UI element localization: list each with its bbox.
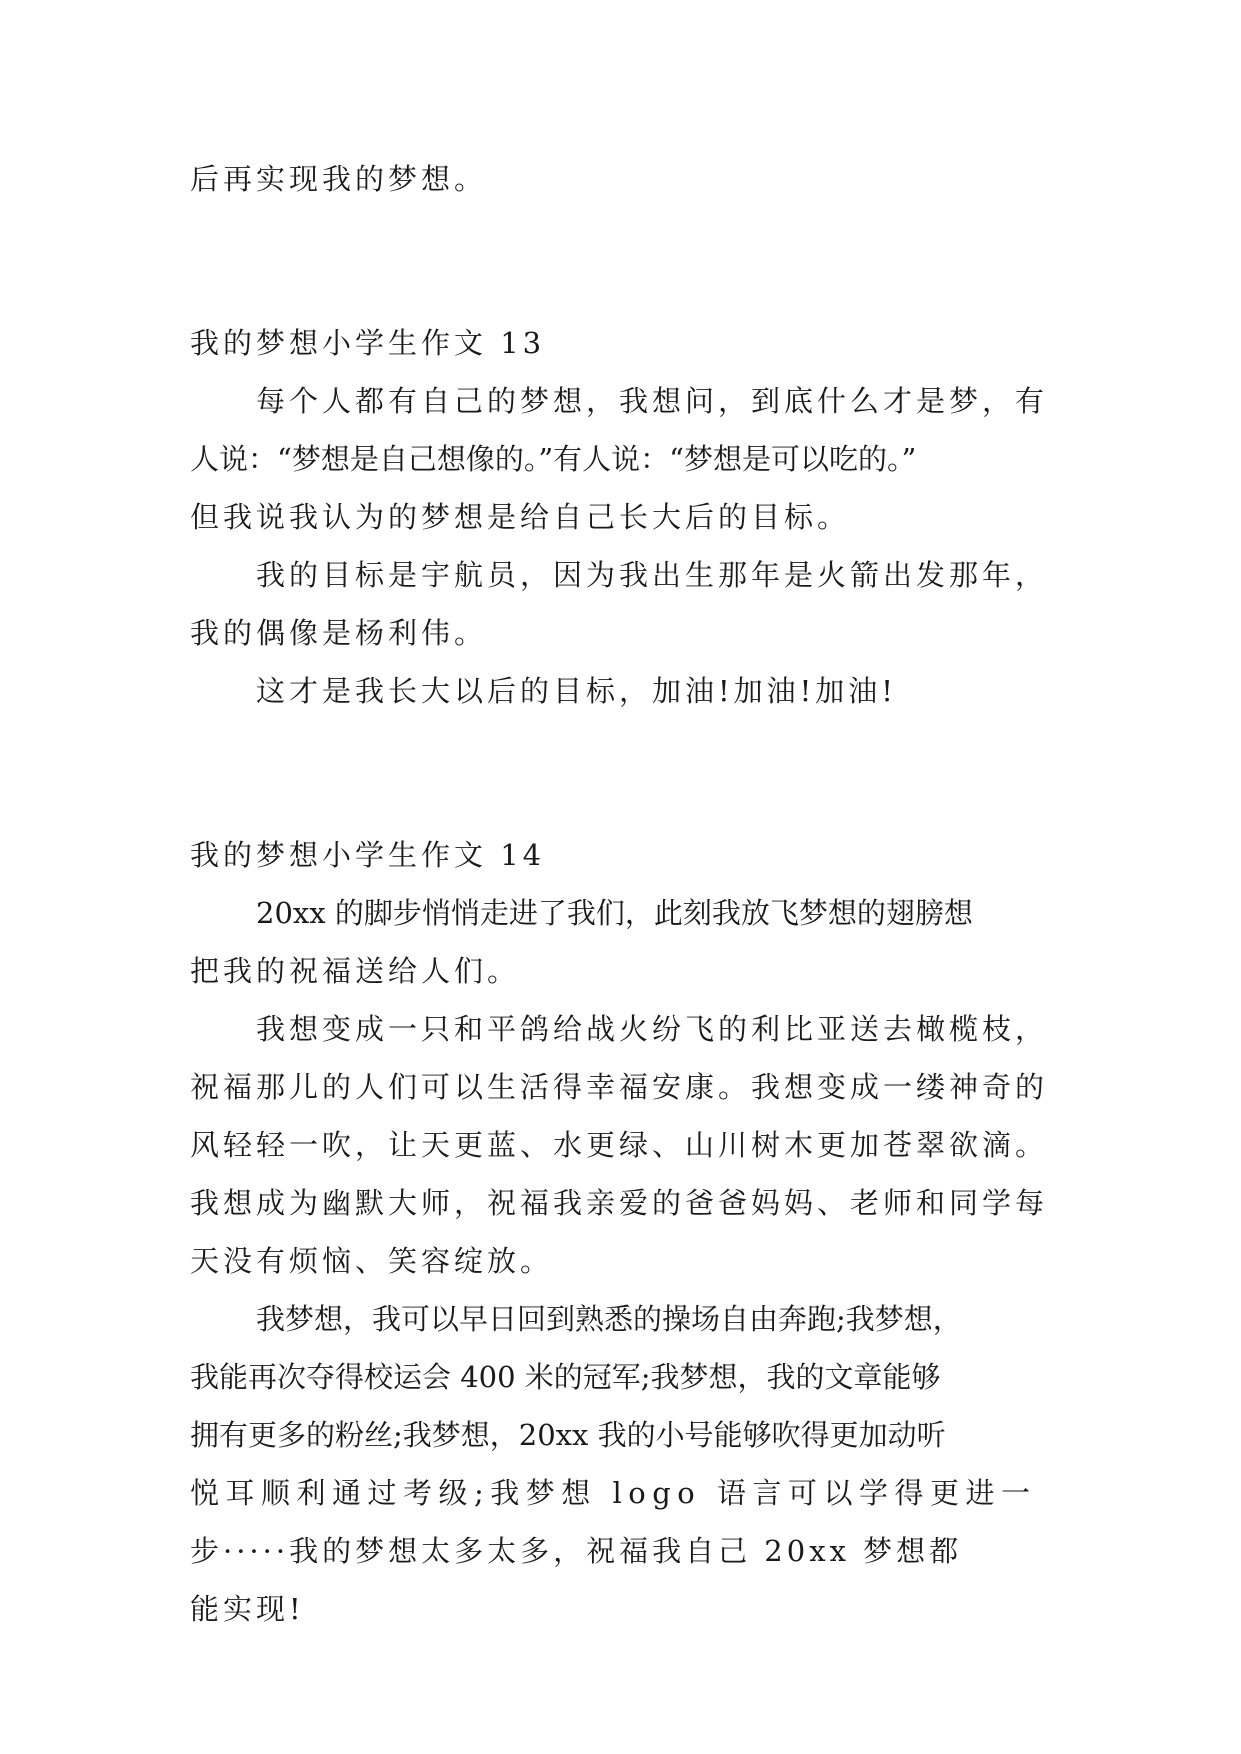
- paragraph-line: 我想成为幽默大师，祝福我亲爱的爸爸妈妈、老师和同学每: [190, 1186, 1049, 1220]
- paragraph-line: 能实现!: [190, 1592, 305, 1626]
- paragraph-line: 悦耳顺利通过考级;我梦想 logo 语言可以学得更进一: [190, 1476, 1037, 1510]
- essay-13-paragraph-1: [190, 372, 1060, 546]
- paragraph-line: 拥有更多的粉丝;我梦想，20xx 我的小号能够吹得更加动听: [190, 1418, 946, 1452]
- paragraph-line: 20xx 的脚步悄悄走进了我们，此刻我放飞梦想的翅膀想: [256, 896, 973, 930]
- paragraph-line: 风轻轻一吹，让天更蓝、水更绿、山川树木更加苍翠欲滴。: [190, 1128, 1049, 1162]
- essay-14-paragraph-1: [190, 884, 1060, 1000]
- paragraph-line: 祝福那儿的人们可以生活得幸福安康。我想变成一缕神奇的: [190, 1070, 1049, 1104]
- paragraph-line: 我的目标是宇航员，因为我出生那年是火箭出发那年，: [256, 558, 1049, 592]
- paragraph-line: 我的偶像是杨利伟。: [190, 616, 488, 650]
- essay-13-paragraph-3: [190, 662, 1060, 720]
- paragraph-line: 我想变成一只和平鸽给战火纷飞的利比亚送去橄榄枝，: [256, 1012, 1049, 1046]
- paragraph-line: 把我的祝福送给人们。: [190, 954, 521, 988]
- paragraph-line: 每个人都有自己的梦想，我想问，到底什么才是梦，有: [256, 384, 1049, 418]
- paragraph-line: 我能再次夺得校运会 400 米的冠军;我梦想，我的文章能够: [190, 1360, 941, 1394]
- essay-13-title: 我的梦想小学生作文 13: [190, 326, 546, 360]
- section-gap: [190, 720, 1060, 826]
- section-gap: [190, 208, 1060, 314]
- continuation-line: 后再实现我的梦想。: [190, 162, 488, 196]
- essay-14-paragraph-2: [190, 1000, 1060, 1290]
- paragraph-line: 但我说我认为的梦想是给自己长大后的目标。: [190, 500, 851, 534]
- essay-14-title: 我的梦想小学生作文 14: [190, 838, 546, 872]
- paragraph-line: 人说：“梦想是自己想像的。”有人说：“梦想是可以吃的。”: [190, 442, 917, 476]
- paragraph-line: 我梦想，我可以早日回到熟悉的操场自由奔跑;我梦想，: [256, 1302, 962, 1336]
- paragraph-line: 步·····我的梦想太多太多，祝福我自己 20xx 梦想都: [190, 1534, 963, 1568]
- paragraph-line: 这才是我长大以后的目标，加油!加油!加油!: [256, 674, 897, 708]
- essay-13-paragraph-2: [190, 546, 1060, 662]
- paragraph-line: 天没有烦恼、笑容绽放。: [190, 1244, 554, 1278]
- essay-14-paragraph-3: [190, 1290, 1060, 1638]
- document-body: [190, 150, 1060, 1638]
